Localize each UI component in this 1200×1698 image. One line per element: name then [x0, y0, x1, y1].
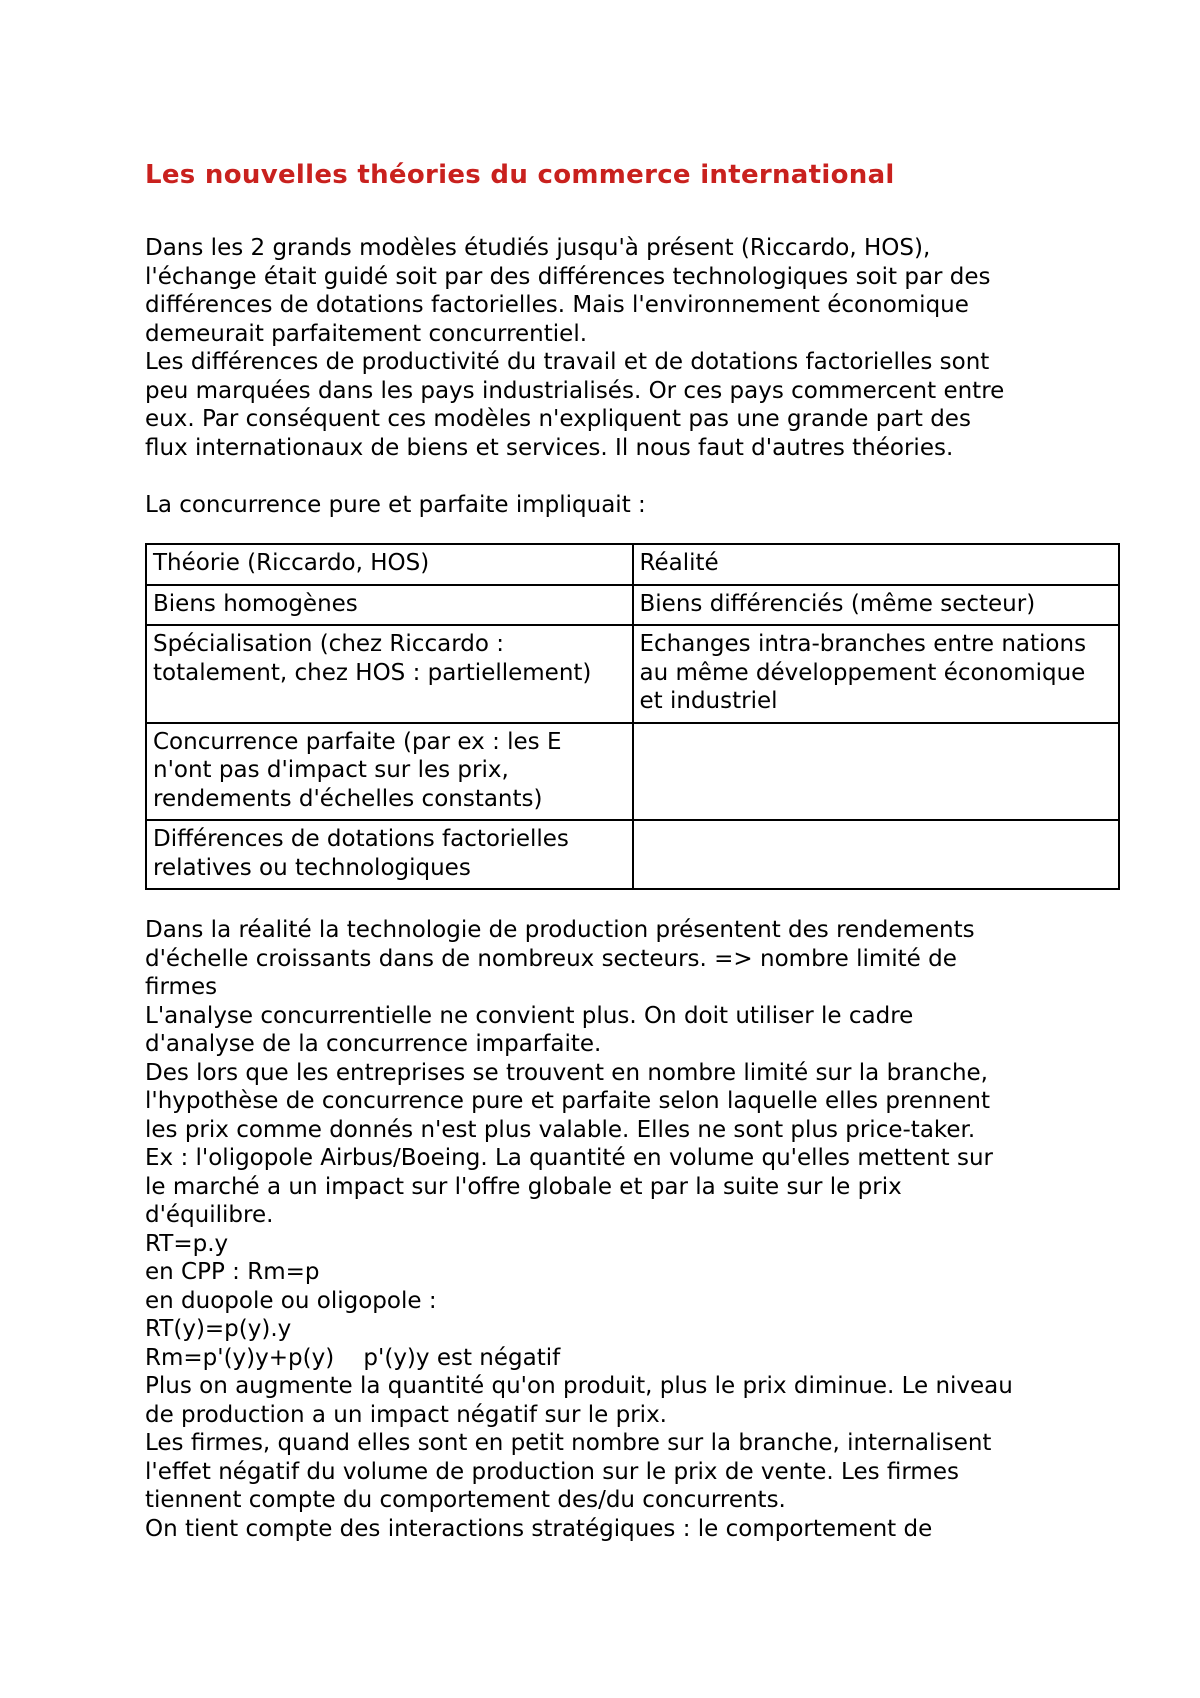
- table-cell: Différences de dotations factorielles relatives ou technologiques: [146, 820, 633, 889]
- table-row: [146, 820, 1119, 889]
- table-cell: Concurrence parfaite (par ex : les E n'ont pas d'impact sur les prix, rendements d'échelles constants): [146, 723, 633, 821]
- body-line: firmes: [145, 974, 218, 1000]
- intro-section: [145, 234, 1125, 462]
- table-cell: Biens différenciés (même secteur): [633, 585, 1120, 626]
- intro-line: Dans les 2 grands modèles étudiés jusqu'à présent (Riccardo, HOS),: [145, 235, 931, 261]
- comparison-table: [145, 543, 1120, 890]
- body-line: d'équilibre.: [145, 1202, 274, 1228]
- table-row: [146, 723, 1119, 821]
- formula-line: Rm=p'(y)y+p(y) p'(y)y est négatif: [145, 1344, 561, 1371]
- body-line: Plus on augmente la quantité qu'on produit, plus le prix diminue. Le niveau: [145, 1373, 1013, 1399]
- table-cell: Spécialisation (chez Riccardo : totalement, chez HOS : partiellement): [146, 625, 633, 723]
- body-section: [145, 916, 1125, 1543]
- table-cell: Réalité: [633, 544, 1120, 585]
- table-cell: [633, 820, 1120, 889]
- table-header-row: [146, 544, 1119, 585]
- body-line: Dans la réalité la technologie de production présentent des rendements: [145, 917, 975, 943]
- table-cell: Biens homogènes: [146, 585, 633, 626]
- spacer: [145, 462, 1125, 491]
- intro-line: différences de dotations factorielles. Mais l'environnement économique: [145, 292, 969, 318]
- document-title: Les nouvelles théories du commerce international: [145, 160, 895, 190]
- body-line: tiennent compte du comportement des/du concurrents.: [145, 1487, 786, 1513]
- formula-line: RT(y)=p(y).y: [145, 1316, 292, 1342]
- intro-line: demeurait parfaitement concurrentiel.: [145, 320, 588, 347]
- body-line: de production a un impact négatif sur le prix.: [145, 1401, 667, 1428]
- body-line: l'hypothèse de concurrence pure et parfaite selon laquelle elles prennent: [145, 1088, 990, 1114]
- intro-line: peu marquées dans les pays industrialisés. Or ces pays commercent entre: [145, 377, 1005, 404]
- intro-line: l'échange était guidé soit par des différences technologiques soit par des: [145, 263, 991, 290]
- body-line: L'analyse concurrentielle ne convient plus. On doit utiliser le cadre: [145, 1002, 914, 1029]
- intro-line: eux. Par conséquent ces modèles n'expliquent pas une grande part des: [145, 406, 971, 432]
- body-line: On tient compte des interactions stratégiques : le comportement de: [145, 1515, 933, 1542]
- intro-line: Les différences de productivité du travail et de dotations factorielles sont: [145, 349, 990, 375]
- formula-line: RT=p.y: [145, 1230, 229, 1257]
- table-cell: Théorie (Riccardo, HOS): [146, 544, 633, 585]
- document-page: [145, 160, 1125, 1543]
- body-line: les prix comme donnés n'est plus valable. Elles ne sont plus price-taker.: [145, 1116, 976, 1143]
- body-line: d'analyse de la concurrence imparfaite.: [145, 1031, 602, 1057]
- body-line: le marché a un impact sur l'offre globale et par la suite sur le prix: [145, 1173, 902, 1200]
- intro-line: flux internationaux de biens et services. Il nous faut d'autres théories.: [145, 434, 954, 461]
- body-line: l'effet négatif du volume de production sur le prix de vente. Les firmes: [145, 1458, 959, 1485]
- formula-line: en CPP : Rm=p: [145, 1259, 320, 1285]
- body-line: d'échelle croissants dans de nombreux secteurs. => nombre limité de: [145, 945, 957, 972]
- body-line: Des lors que les entreprises se trouvent en nombre limité sur la branche,: [145, 1059, 988, 1086]
- body-line: Ex : l'oligopole Airbus/Boeing. La quantité en volume qu'elles mettent sur: [145, 1145, 994, 1171]
- table-cell: Echanges intra-branches entre nations au même développement économique et industriel: [633, 625, 1120, 723]
- table-row: [146, 585, 1119, 626]
- table-cell: [633, 723, 1120, 821]
- table-intro: La concurrence pure et parfaite impliquait :: [145, 491, 646, 518]
- body-line: Les firmes, quand elles sont en petit nombre sur la branche, internalisent: [145, 1430, 992, 1456]
- body-line: en duopole ou oligopole :: [145, 1287, 437, 1314]
- table-row: [146, 625, 1119, 723]
